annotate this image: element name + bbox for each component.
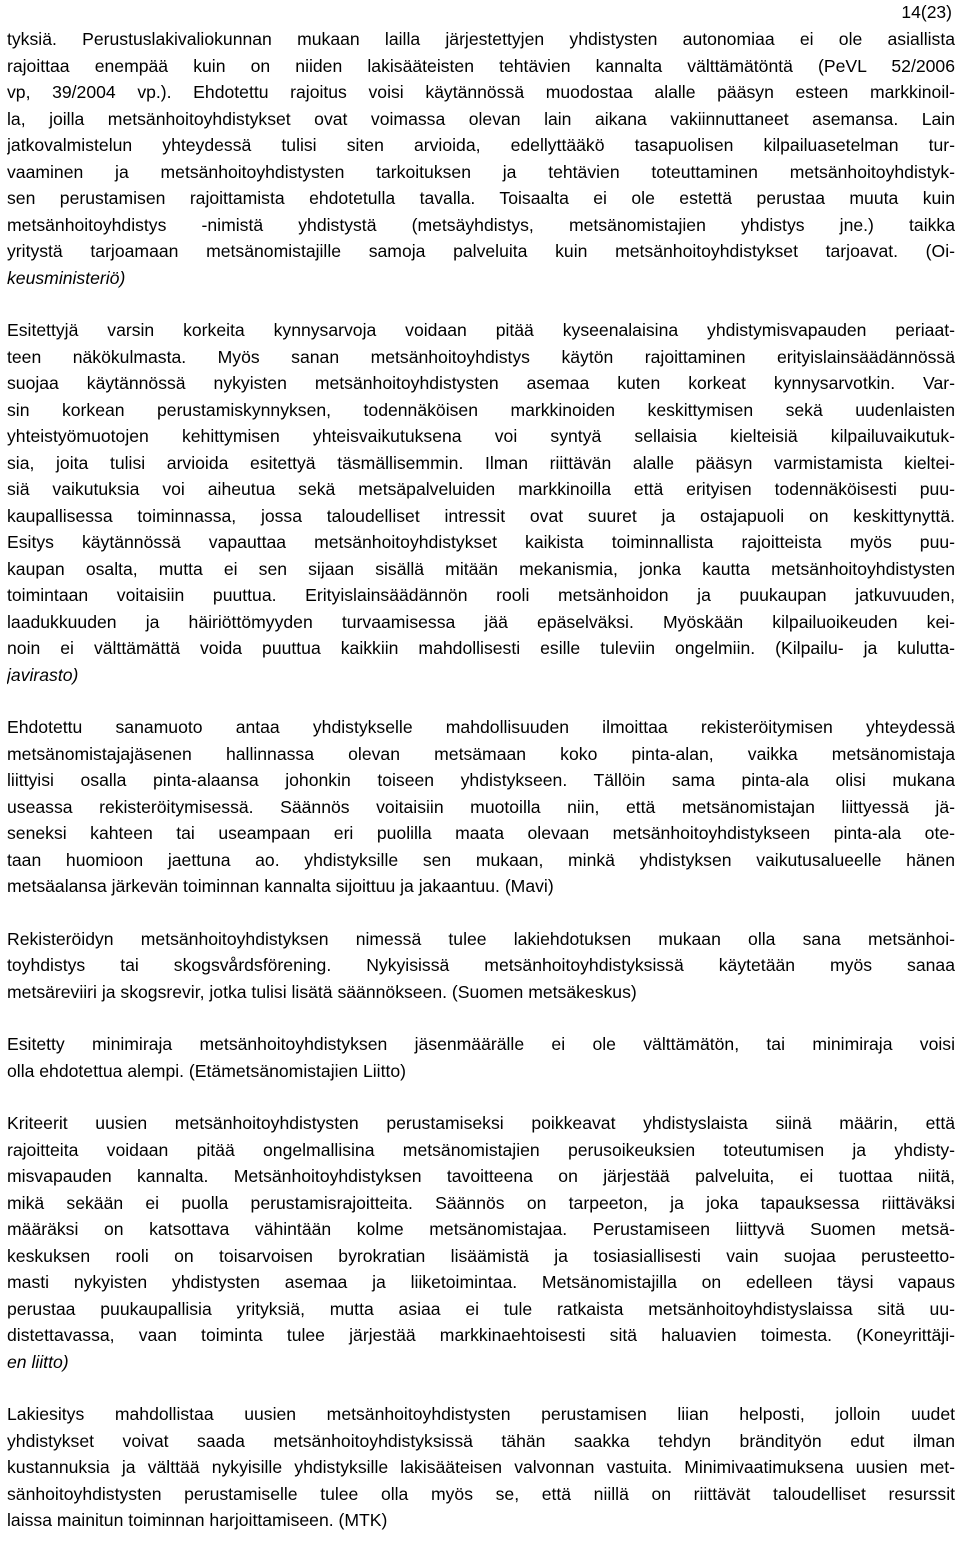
text-line: toimintaan voitaisiin puuttua. Erityislainsäädännön rooli metsänhoidon ja puukaupan jatkuvuuden, bbox=[7, 585, 955, 605]
text-line: toyhdistys tai skogsvårdsförening. Nykyisissä metsänhoitoyhdistyksissä käytetään myös sanaa bbox=[7, 955, 955, 975]
text-line: sänhoitoyhdistysten perustamiselle tulee olla myös se, että niillä on riittävät taloudelliset resurssit bbox=[7, 1483, 955, 1504]
source-attribution: keusministeriö) bbox=[7, 267, 126, 288]
text-line: teen näkökulmasta. Myös sanan metsänhoitoyhdistys käytön rajoittaminen erityislainsäädännössä bbox=[7, 346, 955, 367]
text-line: siä vaikutuksia voi aiheutua sekä metsäpalveluiden markkinoilla että erityisen todennäköisesti puu- bbox=[7, 479, 955, 499]
paragraph-3 bbox=[7, 714, 955, 900]
text-line: sen perustamisen rajoittamista ehdotetulla tavalla. Toisaalta ei ole estettä perustaa muuta kuin bbox=[7, 188, 955, 208]
text-line: keskuksen rooli on toisarvoisen byrokratian lisäämistä ja tosiasiallisesti vain suojaa perusteetto- bbox=[7, 1245, 955, 1266]
text-line: määräksi on katsottava vähintään kolme metsänomistajaa. Perustamiseen liittyvä Suomen metsä- bbox=[7, 1219, 955, 1239]
text-line: laadukkuuden ja häiriöttömyyden turvaamisessa jää epäselväksi. Myöskään kilpailuoikeuden kei- bbox=[7, 611, 955, 632]
text-line: Esitettyjä varsin korkeita kynnysarvoja voidaan pitää kyseenalaisina yhdistymisvapauden periaat- bbox=[7, 320, 955, 340]
text-line: rajoittaa enempää kuin on niiden lakisääteisten tehtävien kannalta välttämätöntä (PeVL 52/2006 bbox=[7, 55, 955, 76]
text-line: metsäreviiri ja skogsrevir, jotka tulisi lisätä säännökseen. (Suomen metsäkeskus) bbox=[7, 981, 637, 1002]
text-line: metsäalansa järkevän toiminnan kannalta sijoittuu ja jakaantuu. (Mavi) bbox=[7, 876, 554, 896]
text-line: taan huomioon jaettuna ao. yhdistyksille sen mukaan, minkä yhdistyksen vaikutusalueelle hänen bbox=[7, 849, 955, 870]
text-line: perustaa puukaupallisia yrityksiä, mutta asiaa ei tule ratkaista metsänhoitoyhdistyslaissa sitä uu- bbox=[7, 1298, 955, 1319]
paragraph-7 bbox=[7, 1401, 955, 1534]
paragraph-4 bbox=[7, 926, 955, 1006]
document-body bbox=[7, 26, 955, 1560]
paragraph-6 bbox=[7, 1110, 955, 1375]
text-line: misvapauden kannalta. Metsänhoitoyhdistyksen tavoitteena on järjestää palveluita, ei tuottaa niitä, bbox=[7, 1166, 955, 1186]
text-line: Esitys käytännössä vapauttaa metsänhoitoyhdistykset kaikista toiminnallista rajoitteista myös puu- bbox=[7, 532, 955, 552]
text-line: Rekisteröidyn metsänhoitoyhdistyksen nimessä tulee lakiehdotuksen mukaan olla sana metsänhoi- bbox=[7, 928, 955, 949]
text-line: olla ehdotettua alempi. (Etämetsänomistajien Liitto) bbox=[7, 1060, 407, 1081]
paragraph-1 bbox=[7, 26, 955, 291]
text-line: distettavassa, vaan toiminta tulee järjestää markkinaehtoisesti sitä haluavien toimesta. (Koneyrittäji- bbox=[7, 1325, 955, 1345]
text-line: jatkovalmistelun yhteydessä tulisi siten arvioida, edellyttääkö tasapuolisen kilpailuasetelman tur- bbox=[7, 135, 955, 155]
paragraph-5 bbox=[7, 1031, 955, 1084]
text-line: suojaa käytännössä nykyisten metsänhoitoyhdistysten asemaa kuten korkeat kynnysarvotkin. Var- bbox=[7, 373, 955, 393]
page-number: 14(23) bbox=[901, 2, 952, 22]
text-line: kustannuksia ja välttää nykyisille yhdistyksille lakisääteisen valvonnan vastuita. Minimivaatimuksena uusien met- bbox=[7, 1457, 955, 1477]
text-line: sia, joita tulisi arvioida esitettyä täsmällisemmin. Ilman riittävän alalle pääsyn varmistamista kieltei- bbox=[7, 452, 955, 473]
text-line: liittyisi osalla pinta-alaansa johonkin toiseen yhdistykseen. Tällöin sama pinta-ala olisi mukana bbox=[7, 770, 955, 790]
text-line: yritystä tarjoamaan metsänomistajille samoja palveluita kuin metsänhoitoyhdistykset tarjoavat. (Oi- bbox=[7, 241, 955, 261]
source-attribution: javirasto) bbox=[7, 664, 79, 685]
text-line: Lakiesitys mahdollistaa uusien metsänhoitoyhdistysten perustamisen liian helposti, jolloin uudet bbox=[7, 1404, 955, 1424]
paragraph-2 bbox=[7, 317, 955, 688]
source-attribution: en liitto) bbox=[7, 1351, 69, 1372]
text-line: metsänomistajajäsenen hallinnassa olevan metsämaan koko pinta-alan, vaikka metsänomistaja bbox=[7, 743, 955, 764]
text-line: mikä sekään ei puolla perustamisrajoitteita. Säännös on tarpeeton, ja joka tapauksessa riittäväksi bbox=[7, 1192, 955, 1213]
text-line: vaaminen ja metsänhoitoyhdistysten tarkoituksen ja tehtävien toteuttaminen metsänhoitoyhdistyk- bbox=[7, 161, 955, 182]
text-line: sin korkean perustamiskynnyksen, todennäköisen markkinoiden keskittymisen sekä uudenlaisten bbox=[7, 399, 955, 420]
text-line: kaupan osalta, mutta ei sen sijaan sisällä mitään mekanismia, jonka kautta metsänhoitoyhdistysten bbox=[7, 558, 955, 579]
text-line: noin ei välttämättä voida puuttua kaikkiin mahdollisesti esille tuleviin ongelmiin. (Kilpailu- ja kulutta- bbox=[7, 638, 955, 658]
text-line: masti nykyisten yhdistysten asemaa ja liiketoimintaa. Metsänomistajilla on edelleen täysi vapaus bbox=[7, 1272, 955, 1292]
text-line: metsänhoitoyhdistys -nimistä yhdistystä (metsäyhdistys, metsänomistajien yhdistys jne.) taikka bbox=[7, 214, 955, 235]
text-line: tyksiä. Perustuslakivaliokunnan mukaan lailla järjestettyjen yhdistysten autonomiaa ei ole asiallista bbox=[7, 29, 955, 49]
text-line: Kriteerit uusien metsänhoitoyhdistysten perustamiseksi poikkeavat yhdistyslaista siinä määrin, että bbox=[7, 1113, 955, 1133]
text-line: useassa rekisteröitymisessä. Säännös voitaisiin muotoilla niin, että metsänomistajan liittyessä jä- bbox=[7, 796, 955, 817]
text-line: vp, 39/2004 vp.). Ehdotettu rajoitus voisi käytännössä muodostaa alalle pääsyn esteen markkinoil- bbox=[7, 82, 955, 102]
text-line: Ehdotettu sanamuoto antaa yhdistykselle mahdollisuuden ilmoittaa rekisteröitymisen yhteydessä bbox=[7, 717, 955, 737]
text-line: kaupallisessa toiminnassa, jossa taloudelliset intressit ovat suuret ja ostajapuoli on keskittynyttä. bbox=[7, 505, 955, 526]
text-line: yhteistyömuotojen kehittymisen yhteisvaikutuksena voi syntyä sellaisia kielteisiä kilpailuvaikutuk- bbox=[7, 426, 955, 446]
text-line: laissa mainitun toiminnan harjoittamiseen. (MTK) bbox=[7, 1510, 388, 1530]
text-line: rajoitteita voidaan pitää ongelmallisina metsänomistajien perusoikeuksien toteutumisen ja yhdisty- bbox=[7, 1139, 955, 1160]
text-line: seneksi kahteen tai useampaan eri puolilla maata olevaan metsänhoitoyhdistykseen pinta-ala ote- bbox=[7, 823, 955, 843]
text-line: Esitetty minimiraja metsänhoitoyhdistyksen jäsenmäärälle ei ole välttämätön, tai minimiraja voisi bbox=[7, 1034, 955, 1054]
text-line: la, joilla metsänhoitoyhdistykset ovat voimassa olevan lain aikana vakiinnuttaneet asemansa. Lain bbox=[7, 108, 955, 129]
text-line: yhdistykset voivat saada metsänhoitoyhdistyksissä tähän saakka tehdyn brändityön edut ilman bbox=[7, 1430, 955, 1451]
